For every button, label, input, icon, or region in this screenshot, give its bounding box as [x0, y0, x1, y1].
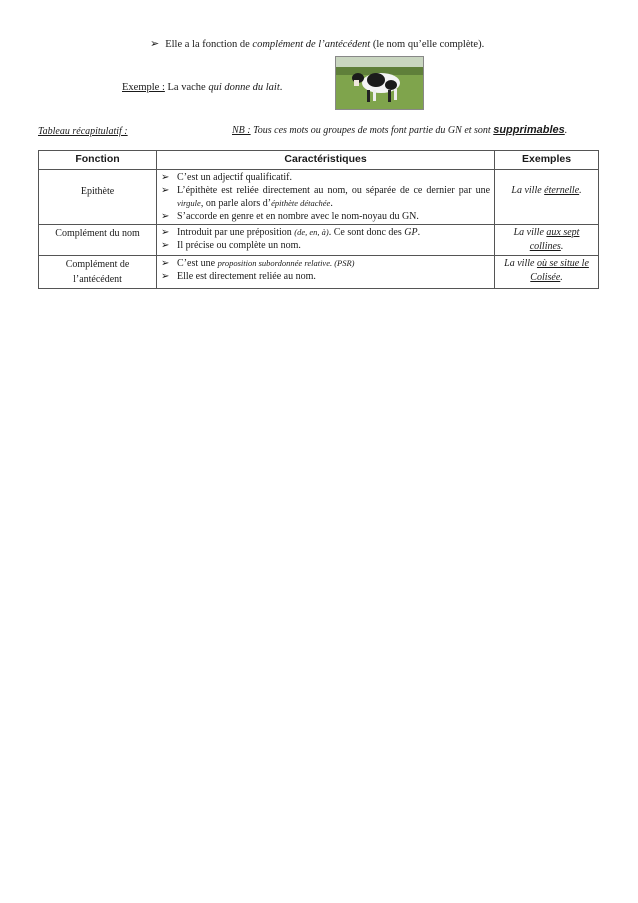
- arrow-bullet-icon: ➢: [161, 271, 170, 282]
- row-fonction: Complément du nom: [39, 225, 157, 256]
- list-item: ➢ Elle est directement reliée au nom.: [161, 271, 316, 282]
- row-exemple: La ville aux sept collines.: [495, 225, 599, 256]
- list-item: ➢ C’est une proposition subordonnée relative. (PSR): [161, 258, 355, 269]
- table-row: [39, 170, 599, 225]
- arrow-bullet-icon: ➢: [150, 38, 160, 50]
- list-item: ➢ L’épithète est reliée directement au nom, ou séparée de ce dernier par une virgule, on parle alors d’épithète détachée.: [161, 185, 491, 209]
- list-item: ➢ S’accorde en genre et en nombre avec le nom-noyau du GN.: [161, 211, 419, 222]
- table-row: [39, 256, 599, 289]
- example-line: Exemple : La vache qui donne du lait.: [122, 82, 283, 93]
- row-exemple: La ville éternelle.: [495, 170, 599, 225]
- list-item: ➢ Introduit par une préposition (de, en, à). Ce sont donc des GP.: [161, 227, 421, 238]
- table-row: [39, 225, 599, 256]
- intro-bullet: ➢ Elle a la fonction de complément de l’antécédent (le nom qu’elle complète).: [150, 38, 485, 50]
- row-caracteristiques: [157, 170, 495, 225]
- row-fonction: Complément de l’antécédent: [39, 256, 157, 289]
- list-item: ➢ Il précise ou complète un nom.: [161, 240, 301, 251]
- summary-table: [38, 150, 599, 289]
- example-label: Exemple :: [122, 82, 165, 93]
- arrow-bullet-icon: ➢: [161, 172, 170, 183]
- row-fonction: Epithète: [39, 170, 157, 225]
- header-fonction: Fonction: [39, 151, 157, 170]
- summary-table-label: Tableau récapitulatif :: [38, 126, 128, 137]
- table-header-row: [39, 151, 599, 170]
- nb-note: NB : Tous ces mots ou groupes de mots font partie du GN et sont supprimables.: [232, 124, 568, 136]
- arrow-bullet-icon: ➢: [161, 185, 170, 196]
- row-exemple: La ville où se situe le Colisée.: [495, 256, 599, 289]
- arrow-bullet-icon: ➢: [161, 211, 170, 222]
- cow-photo-icon: [335, 56, 424, 110]
- header-caracteristiques: Caractéristiques: [157, 151, 495, 170]
- arrow-bullet-icon: ➢: [161, 227, 170, 238]
- arrow-bullet-icon: ➢: [161, 258, 170, 269]
- list-item: ➢ C’est un adjectif qualificatif.: [161, 172, 293, 183]
- arrow-bullet-icon: ➢: [161, 240, 170, 251]
- row-caracteristiques: [157, 225, 495, 256]
- header-exemples: Exemples: [495, 151, 599, 170]
- row-caracteristiques: [157, 256, 495, 289]
